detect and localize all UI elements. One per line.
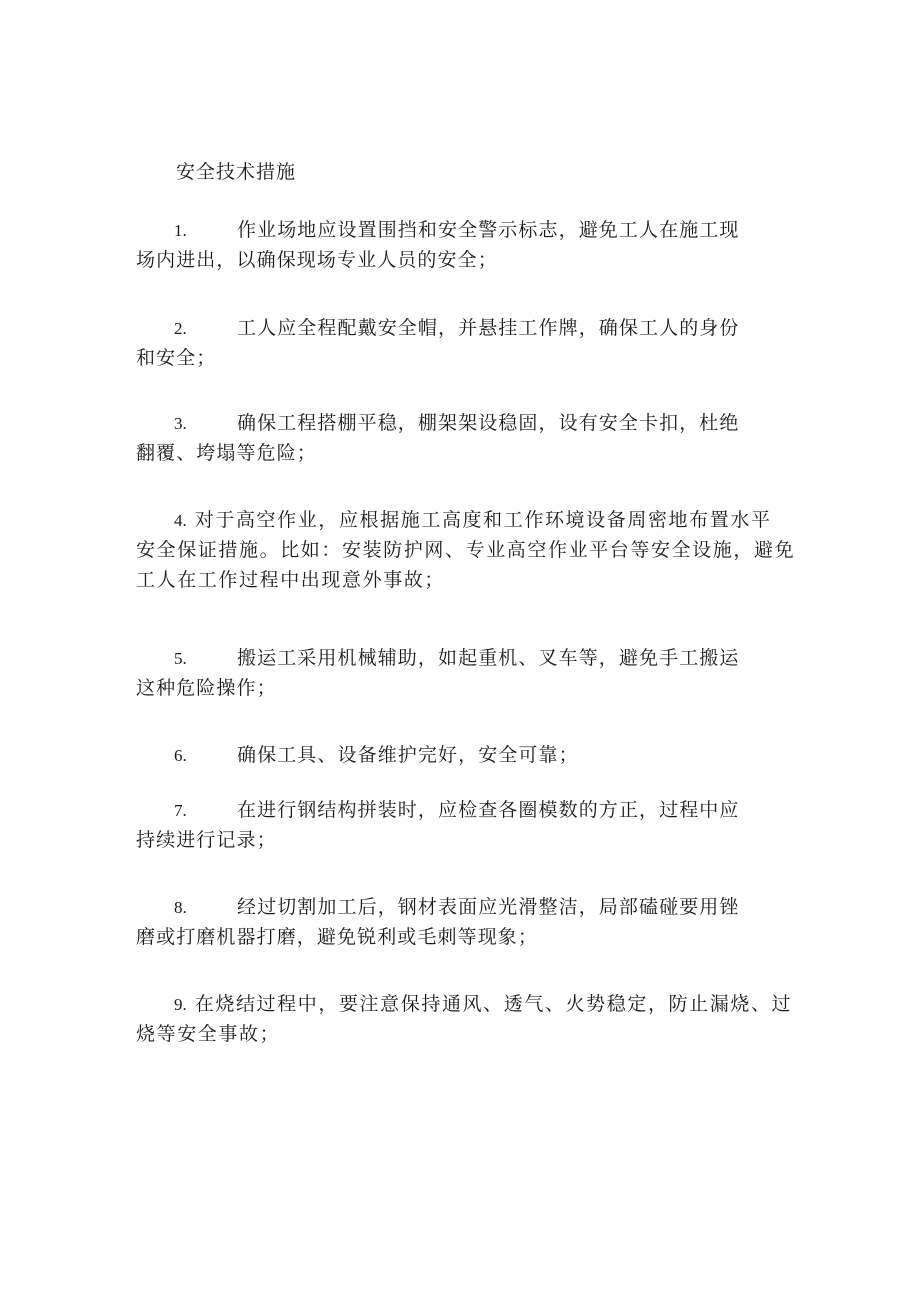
item-text: 作业场地应设置围挡和安全警示标志，避免工人在施工现 <box>237 219 740 241</box>
item-number: 7. <box>174 801 187 820</box>
item-number: 9. <box>174 995 187 1014</box>
item-number: 3. <box>174 414 187 433</box>
item-text-continued: 这种危险操作； <box>136 677 277 699</box>
item-number: 8. <box>174 898 187 917</box>
item-text: 在烧结过程中，要注意保持通风、透气、火势稳定，防止漏烧、过 <box>194 993 793 1015</box>
list-item-8 <box>136 892 784 952</box>
item-text: 对于高空作业，应根据施工高度和工作环境设备周密地布置水平 <box>194 509 772 531</box>
item-text: 确保工具、设备维护完好，安全可靠； <box>237 744 579 766</box>
item-number: 1. <box>174 221 187 240</box>
item-text-continued: 安全保证措施。比如：安装防护网、专业高空作业平台等安全设施，避免 <box>136 539 796 561</box>
item-text-continued: 场内进出，以确保现场专业人员的安全； <box>136 249 498 271</box>
item-number: 5. <box>174 649 187 668</box>
item-text-continued: 工人在工作过程中出现意外事故； <box>136 569 446 591</box>
item-text-continued: 烧等安全事故； <box>136 1023 281 1045</box>
list-item-4 <box>136 505 796 595</box>
item-number: 6. <box>174 746 187 765</box>
item-text: 搬运工采用机械辅助，如起重机、叉车等，避免手工搬运 <box>237 647 740 669</box>
item-text: 确保工程搭棚平稳，棚架架设稳固，设有安全卡扣，杜绝 <box>237 412 740 434</box>
item-number: 2. <box>174 319 187 338</box>
item-text-continued: 翻覆、垮塌等危险； <box>136 442 317 464</box>
item-text: 工人应全程配戴安全帽，并悬挂工作牌，确保工人的身份 <box>237 317 740 339</box>
list-item-5 <box>136 643 784 703</box>
document-title: 安全技术措施 <box>176 161 297 183</box>
item-text-continued: 磨或打磨机器打磨，避免锐利或毛刺等现象； <box>136 926 539 948</box>
item-text: 在进行钢结构拼装时，应检查各圈模数的方正，过程中应 <box>237 799 740 821</box>
item-text-continued: 持续进行记录； <box>136 829 277 851</box>
list-item-9 <box>136 989 793 1049</box>
list-item-6 <box>136 740 784 770</box>
item-number: 4. <box>174 511 187 530</box>
list-item-2 <box>136 313 784 373</box>
list-item-3 <box>136 408 784 468</box>
list-item-1 <box>136 215 784 275</box>
list-item-7 <box>136 795 784 855</box>
item-text-continued: 和安全； <box>136 347 217 369</box>
item-text: 经过切割加工后，钢材表面应光滑整洁，局部磕碰要用锉 <box>237 896 740 918</box>
